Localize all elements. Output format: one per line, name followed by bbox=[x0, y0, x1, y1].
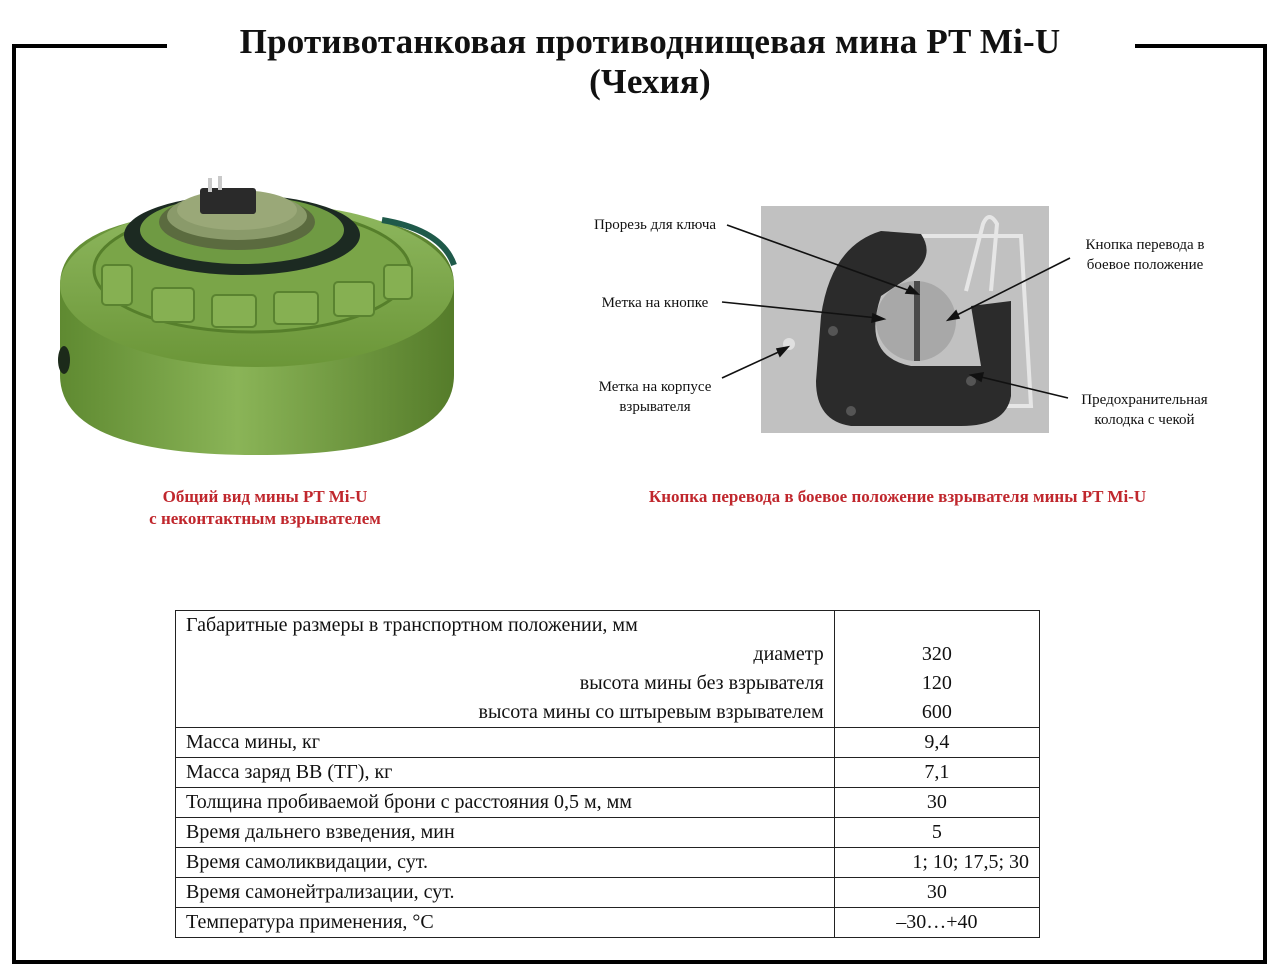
fuze-photo bbox=[761, 206, 1049, 433]
title-line-2: (Чехия) bbox=[589, 62, 711, 101]
dimension-value: 600 bbox=[921, 701, 952, 723]
row-value: 30 bbox=[834, 788, 1039, 818]
callout-safety-line1: Предохранительная bbox=[1081, 392, 1208, 408]
row-label: Толщина пробиваемой брони с расстояния 0,5 м, мм bbox=[176, 788, 835, 818]
row-label: Масса мины, кг bbox=[176, 728, 835, 758]
table-row bbox=[176, 818, 1040, 848]
row-value: 5 bbox=[834, 818, 1039, 848]
dimensions-labels bbox=[176, 611, 835, 728]
row-value: 9,4 bbox=[834, 728, 1039, 758]
callout-body-mark-line1: Метка на корпусе bbox=[598, 379, 712, 395]
row-value: 30 bbox=[834, 878, 1039, 908]
caption-left-line1: Общий вид мины PT Mi-U bbox=[162, 487, 368, 506]
callout-arm-button-line1: Кнопка перевода в bbox=[1085, 237, 1205, 253]
table-row bbox=[176, 728, 1040, 758]
row-value: 7,1 bbox=[834, 758, 1039, 788]
row-label: Время самонейтрализации, сут. bbox=[176, 878, 835, 908]
dimension-label: высота мины без взрывателя bbox=[579, 672, 824, 694]
table-row bbox=[176, 758, 1040, 788]
mine-photo bbox=[42, 170, 472, 470]
caption-mine-photo bbox=[100, 486, 430, 530]
caption-left-line2: с неконтактным взрывателем bbox=[149, 509, 381, 528]
callout-safety-block bbox=[1062, 390, 1227, 430]
frame-top-left bbox=[12, 44, 167, 48]
dimensions-values bbox=[834, 611, 1039, 728]
caption-fuze-photo: Кнопка перевода в боевое положение взрывателя мины PT Mi-U bbox=[648, 487, 1147, 506]
callout-key-slot: Прорезь для ключа bbox=[593, 217, 717, 233]
spec-table bbox=[175, 610, 1040, 938]
table-row bbox=[176, 878, 1040, 908]
dimension-label: высота мины со штыревым взрывателем bbox=[478, 701, 824, 723]
callout-safety-line2: колодка с чекой bbox=[1094, 412, 1195, 428]
callout-arm-button-line2: боевое положение bbox=[1086, 257, 1204, 273]
table-row bbox=[176, 908, 1040, 938]
table-row bbox=[176, 848, 1040, 878]
callout-body-mark-line2: взрывателя bbox=[619, 399, 691, 415]
row-label: Время самоликвидации, сут. bbox=[176, 848, 835, 878]
page-title bbox=[180, 22, 1120, 102]
dimension-value: 120 bbox=[921, 672, 952, 694]
row-value: –30…+40 bbox=[834, 908, 1039, 938]
table-row-dimensions bbox=[176, 611, 1040, 728]
callout-body-mark bbox=[575, 377, 735, 417]
row-value: 1; 10; 17,5; 30 bbox=[834, 848, 1039, 878]
dimension-label: диаметр bbox=[753, 643, 824, 665]
dimensions-header: Габаритные размеры в транспортном положении, мм bbox=[186, 614, 638, 636]
row-label: Время дальнего взведения, мин bbox=[176, 818, 835, 848]
title-line-1: Противотанковая противоднищевая мина PT Mi-U bbox=[239, 22, 1061, 61]
callout-button-mark: Метка на кнопке bbox=[601, 295, 709, 311]
row-label: Масса заряд ВВ (ТГ), кг bbox=[176, 758, 835, 788]
dimension-value: 320 bbox=[921, 643, 952, 665]
table-row bbox=[176, 788, 1040, 818]
callout-arm-button bbox=[1065, 235, 1225, 275]
frame-top-right bbox=[1135, 44, 1267, 48]
row-label: Температура применения, °С bbox=[176, 908, 835, 938]
